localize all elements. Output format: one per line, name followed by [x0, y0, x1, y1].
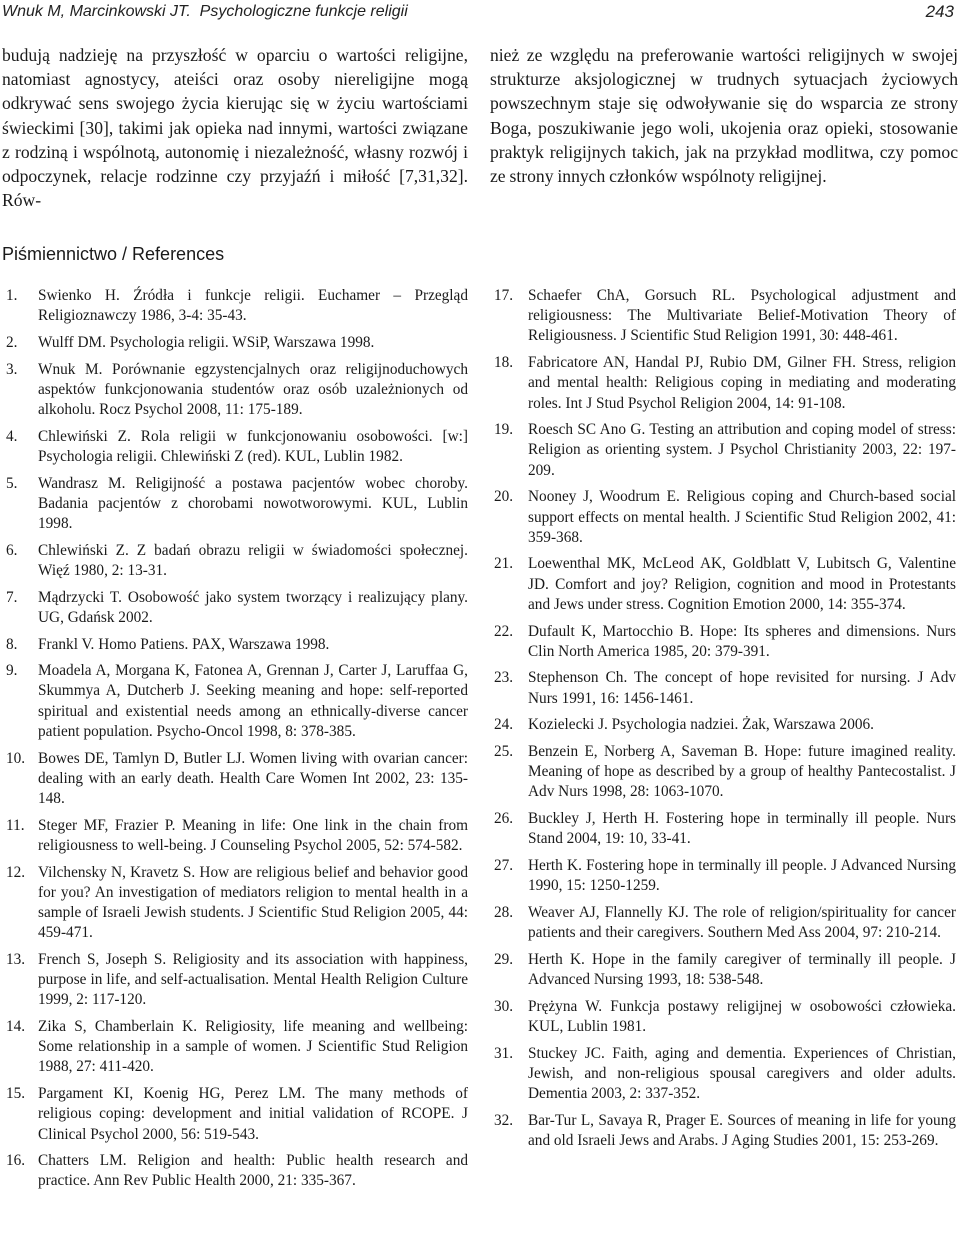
reference-text: Zika S, Chamberlain K. Religiosity, life meaning and wellbeing: Some relationship in a sample of women. J Scientific Stud Religion 1988, 27: 411-420.	[38, 1018, 468, 1076]
reference-text: Dufault K, Martocchio B. Hope: Its spheres and dimensions. Nurs Clin North America 1985, 20: 379-391.	[528, 622, 956, 660]
reference-text: Fabricatore AN, Handal PJ, Rubio DM, Gilner FH. Stress, religion and mental health: Religious coping in mediating and moderating roles. Int J Stud Psychol Religion 2004, 14: 91-108.	[528, 354, 956, 412]
reference-number: 5.	[6, 474, 18, 492]
reference-number: 1.	[6, 287, 18, 304]
reference-text: Benzein E, Norberg A, Saveman B. Hope: future imagined reality. Meaning of hope as described by a group of healthy Pantecostalist. J Adv Nurs 1998, 28: 1063-1070.	[528, 743, 956, 801]
reference-text: Wulff DM. Psychologia religii. WSiP, Warszawa 1998.	[38, 333, 375, 351]
reference-text: Herth K. Fostering hope in terminally ill people. J Advanced Nursing 1990, 15: 1250-1259.	[528, 857, 956, 895]
reference-number: 30.	[494, 997, 514, 1015]
reference-item	[494, 668, 956, 708]
references-heading: Piśmiennictwo / References	[2, 244, 225, 264]
reference-text: Vilchensky N, Kravetz S. How are religious belief and behavior good for you? An investigation of mediators religion to mental health in a sample of Israeli Jewish students. J Scientific Stud Religion 2005, 44: 459-471.	[38, 863, 468, 942]
reference-text: Steger MF, Frazier P. Meaning in life: One link in the chain from religiousness to well-being. J Counseling Psychol 2005, 52: 574-582.	[38, 816, 468, 854]
reference-text: Schaefer ChA, Gorsuch RL. Psychological adjustment and religiousness: The Multivariate Belief-Motivation Theory of Religiousness. J Scientific Stud Religion 1991, 30: 448-461.	[528, 287, 956, 345]
reference-text: French S, Joseph S. Religiosity and its association with happiness, purpose in life, and self-actualisation. Mental Health Religion Culture 1999, 2: 117-120.	[38, 950, 468, 1009]
reference-number: 17.	[494, 287, 514, 304]
reference-text: Bar-Tur L, Savaya R, Prager E. Sources of meaning in life for young and old Israeli Jews and Arabs. J Aging Studies 2001, 15: 253-269.	[528, 1111, 956, 1150]
reference-number: 13.	[6, 950, 26, 968]
reference-item	[6, 1084, 468, 1145]
reference-item	[494, 286, 956, 347]
reference-text: Kozielecki J. Psychologia nadziei. Żak, Warszawa 2006.	[528, 716, 874, 734]
reference-item	[6, 816, 468, 856]
reference-number: 31.	[494, 1044, 514, 1062]
references-list-right	[494, 286, 956, 1158]
reference-item	[494, 487, 956, 548]
reference-item	[494, 903, 956, 943]
reference-text: Chatters LM. Religion and health: Public health research and practice. Ann Rev Public Health 2000, 21: 335-367.	[38, 1152, 468, 1190]
reference-item	[6, 1151, 468, 1191]
reference-text: Prężyna W. Funkcja postawy religijnej w osobowości człowieka. KUL, Lublin 1981.	[528, 997, 956, 1035]
reference-number: 22.	[494, 622, 514, 640]
reference-text: Mądrzycki T. Osobowość jako system tworzący i realizujący plany. UG, Gdańsk 2002.	[38, 588, 468, 626]
reference-item	[494, 809, 956, 849]
header-authors-and-title	[2, 1, 408, 23]
reference-item	[6, 661, 468, 742]
reference-item	[6, 286, 468, 326]
reference-item	[494, 715, 956, 735]
reference-text: Stuckey JC. Faith, aging and dementia. Experiences of Christian, Jewish, and non-religious spousal caregivers and older adults. Dementia 2003, 2: 337-352.	[528, 1044, 956, 1103]
reference-text: Chlewiński Z. Rola religii w funkcjonowaniu osobowości. [w:] Psychologia religii. Chlewiński Z (red). KUL, Lublin 1982.	[38, 427, 468, 465]
reference-number: 4.	[6, 427, 18, 445]
reference-item	[494, 997, 956, 1037]
reference-number: 12.	[6, 863, 26, 881]
reference-text: Loewenthal MK, McLeod AK, Goldblatt V, Lubitsch G, Valentine JD. Comfort and joy? Religion, cognition and mood in Protestants and Jews under stress. Cognition Emotion 2000, 14: 355-374.	[528, 555, 956, 613]
reference-number: 10.	[6, 749, 26, 767]
reference-number: 24.	[494, 716, 514, 734]
reference-text: Moadela A, Morgana K, Fatonea A, Grennan J, Carter J, Laruffaa G, Skummya A, Dutcherb J. Seeking meaning and hope: self-reported spiritual and existential needs among an ethnically-diverse cancer patient population. Psycho-Oncol 1998, 8: 378-385.	[38, 662, 468, 740]
page-number: 243	[925, 2, 954, 21]
reference-item	[6, 635, 468, 655]
reference-number: 14.	[6, 1018, 26, 1035]
reference-item	[6, 333, 468, 353]
reference-item	[6, 588, 468, 628]
reference-text: Wandrasz M. Religijność a postawa pacjentów wobec choroby. Badania pacjentów z chorobami nowotworowymi. KUL, Lublin 1998.	[38, 474, 468, 533]
reference-text: Herth K. Hope in the family caregiver of terminally ill people. J Advanced Nursing 1993, 18: 538-548.	[528, 950, 956, 989]
reference-number: 32.	[494, 1111, 514, 1129]
reference-text: Wnuk M. Porównanie egzystencjalnych oraz religijnoduchowych aspektów funkcjonowania studentów oraz osób uzależnionych od alkoholu. Rocz Psychol 2008, 11: 175-189.	[38, 360, 468, 419]
reference-text: Stephenson Ch. The concept of hope revisited for nursing. J Adv Nurs 1991, 16: 1456-1461.	[528, 669, 956, 707]
reference-number: 2.	[6, 333, 18, 351]
reference-text: Weaver AJ, Flannelly KJ. The role of religion/spirituality for cancer patients and their caregivers. Southern Med Ass 2004, 97: 210-214.	[528, 903, 956, 942]
body-text-right-column: nież ze względu na preferowanie wartości religijnych w swojej strukturze aksjologicznej w trudnych sytuacjach życiowych powszechnym staje się odwoływanie się do wsparcia ze strony Boga, poszukiwanie jego woli, ukojenia oraz opieki, stosowanie praktyk religijnych takich, jak na przykład modlitwa, czy pomoc ze strony innych członków wspólnoty religijnej.	[490, 45, 958, 187]
reference-item	[6, 541, 468, 581]
reference-item	[494, 856, 956, 896]
reference-text: Swienko H. Źródła i funkcje religii. Euchamer – Przegląd Religioznawczy 1986, 3-4: 35-43.	[38, 287, 468, 325]
reference-item	[6, 427, 468, 467]
references-list-left	[6, 286, 468, 1198]
reference-item	[494, 622, 956, 662]
reference-item	[494, 554, 956, 615]
reference-number: 26.	[494, 810, 514, 828]
reference-item	[494, 1044, 956, 1105]
reference-item	[6, 863, 468, 944]
reference-number: 21.	[494, 555, 514, 573]
running-header	[2, 1, 954, 23]
reference-item	[494, 1111, 956, 1151]
reference-text: Chlewiński Z. Z badań obrazu religii w świadomości społecznej. Więź 1980, 2: 13-31.	[38, 541, 468, 579]
reference-number: 29.	[494, 950, 514, 968]
reference-item	[494, 742, 956, 803]
reference-number: 28.	[494, 903, 514, 921]
header-authors: Wnuk M, Marcinkowski JT.	[2, 3, 191, 20]
reference-text: Bowes DE, Tamlyn D, Butler LJ. Women living with ovarian cancer: dealing with an early death. Health Care Women Int 2002, 23: 135-148.	[38, 749, 468, 807]
reference-number: 23.	[494, 669, 514, 687]
reference-number: 20.	[494, 488, 514, 506]
reference-text: Buckley J, Herth H. Fostering hope in terminally ill people. Nurs Stand 2004, 19: 10, 33-41.	[528, 810, 956, 848]
reference-text: Pargament KI, Koenig HG, Perez LM. The many methods of religious coping: development and initial validation of RCOPE. J Clinical Psychol 2000, 56: 519-543.	[38, 1085, 468, 1143]
reference-item	[494, 420, 956, 481]
reference-item	[6, 1017, 468, 1078]
reference-item	[494, 353, 956, 414]
reference-text: Nooney J, Woodrum E. Religious coping and Church-based social support effects on mental health. J Scientific Stud Religion 2002, 41: 359-368.	[528, 488, 956, 546]
reference-number: 8.	[6, 635, 18, 653]
reference-text: Frankl V. Homo Patiens. PAX, Warszawa 1998.	[38, 635, 330, 653]
reference-number: 6.	[6, 541, 18, 559]
reference-number: 27.	[494, 857, 514, 875]
reference-number: 25.	[494, 743, 514, 761]
reference-item	[494, 950, 956, 990]
reference-number: 15.	[6, 1085, 26, 1103]
body-text-left-column: budują nadzieję na przyszłość w oparciu o wartości religijne, natomiast agnostycy, ateiści oraz osoby niereligijne mogą odkrywać sens swojego życia kierując się w życiu wartościami świeckimi [30], takimi jak opieka nad innymi, wartości związane z rodziną i wspólnotą, autonomię i niezależność, własny rozwój i odpoczynek, relacje rodzinne czy przyjaźń i miłość [7,31,32]. Rów-	[2, 45, 468, 211]
header-title: Psychologiczne funkcje religii	[199, 3, 408, 20]
reference-item	[6, 474, 468, 535]
reference-number: 7.	[6, 588, 18, 606]
reference-number: 18.	[494, 354, 514, 372]
reference-number: 19.	[494, 421, 514, 439]
reference-item	[6, 360, 468, 421]
reference-number: 9.	[6, 662, 18, 680]
reference-item	[6, 749, 468, 810]
reference-text: Roesch SC Ano G. Testing an attribution and coping model of stress: Religion as orienting system. J Psychol Christianity 2003, 22: 197-209.	[528, 421, 956, 479]
reference-item	[6, 950, 468, 1011]
reference-number: 16.	[6, 1152, 26, 1170]
reference-number: 3.	[6, 360, 18, 378]
reference-number: 11.	[6, 816, 25, 834]
